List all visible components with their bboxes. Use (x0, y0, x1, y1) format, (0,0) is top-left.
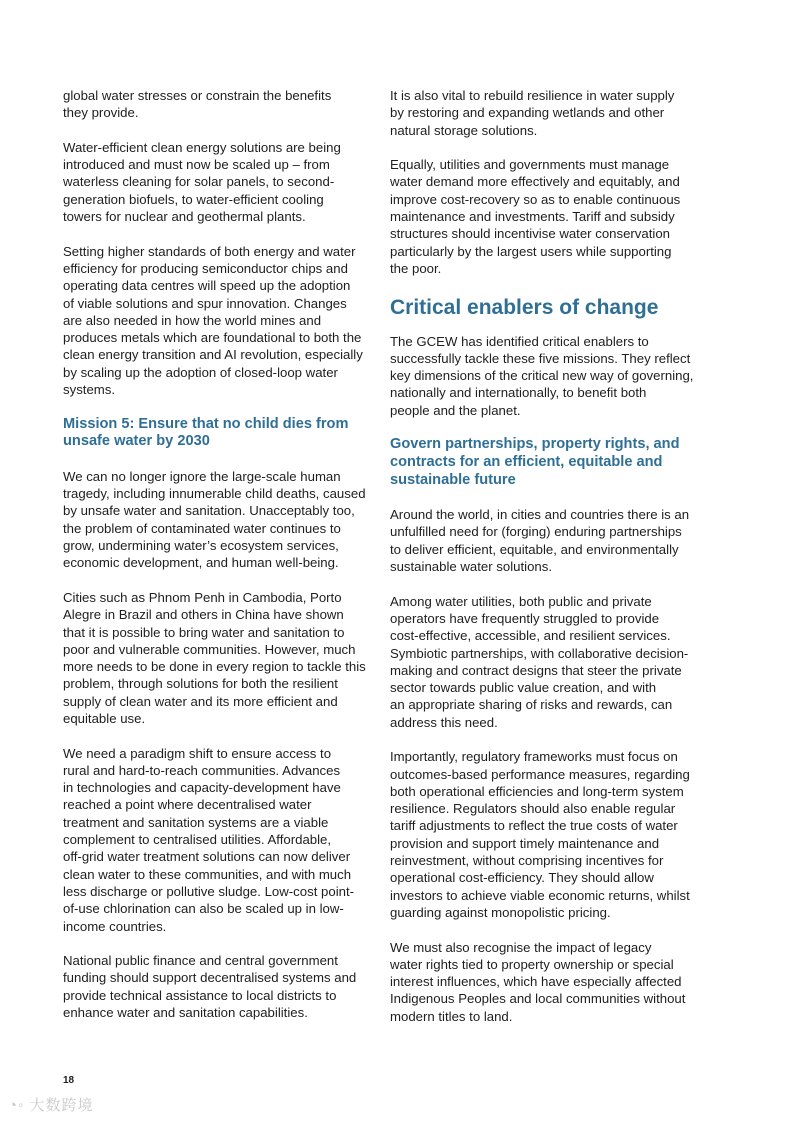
text-line: sector towards public value creation, and with (390, 680, 657, 696)
text-line: grow, undermining water’s ecosystem services, (63, 538, 339, 554)
paragraph (390, 593, 710, 731)
text-line: problem, through solutions for both the resilient (63, 676, 338, 692)
text-line: operating data centres will speed up the adoption (63, 278, 351, 294)
text-line: contracts for an efficient, equitable and (390, 453, 663, 470)
text-line: National public finance and central government (63, 953, 338, 969)
text-line: provision and support timely maintenance and (390, 835, 660, 851)
text-line: they provide. (63, 105, 139, 121)
text-line: Around the world, in cities and countries there is an (390, 507, 690, 523)
paragraph (63, 952, 383, 1021)
text-line: economic development, and human well-being. (63, 555, 339, 571)
text-line: generation biofuels, to water-efficient cooling (63, 191, 324, 207)
paragraph (63, 87, 383, 122)
text-line: poor and vulnerable communities. However, much (63, 641, 356, 657)
paragraph (63, 139, 383, 225)
text-line: particularly by the largest users while supporting (390, 243, 672, 259)
text-line: of-use chlorination can also be scaled up in low- (63, 901, 344, 917)
text-line: sustainable water solutions. (390, 559, 553, 575)
text-line: Setting higher standards of both energy and water (63, 243, 356, 259)
text-line: key dimensions of the critical new way of governing, (390, 368, 694, 384)
right-column (390, 87, 710, 1042)
text-line: provide technical assistance to local districts to (63, 987, 337, 1003)
paragraph (63, 589, 383, 727)
text-line: improve cost-recovery so as to enable continuous (390, 191, 681, 207)
text-line: operators have frequently struggled to provide (390, 610, 660, 626)
paragraph (390, 333, 710, 419)
text-line: guarding against monopolistic pricing. (390, 904, 611, 920)
text-line: tariff adjustments to reflect the true costs of water (390, 818, 678, 834)
left-column (63, 87, 383, 1039)
watermark-text: 大数跨境 (29, 1097, 94, 1114)
text-line: are also needed in how the world mines and (63, 312, 322, 328)
text-line: nationally and internationally, to benefit both (390, 385, 647, 401)
text-line: both operational efficiencies and long-term system (390, 783, 684, 799)
text-line: Water-efficient clean energy solutions are being (63, 139, 341, 155)
subsection-heading (390, 436, 710, 489)
text-line: Alegre in Brazil and others in China have shown (63, 607, 344, 623)
text-line: Among water utilities, both public and private (390, 593, 652, 609)
text-line: clean water to these communities, and with much (63, 866, 352, 882)
text-line: We must also recognise the impact of legacy (390, 939, 652, 955)
text-line: that it is possible to bring water and sanitation to (63, 624, 345, 640)
text-line: We can no longer ignore the large-scale human (63, 468, 341, 484)
text-line: rural and hard-to-reach communities. Advances (63, 762, 341, 778)
text-line: address this need. (390, 714, 498, 730)
section-heading (390, 295, 710, 321)
text-line: the poor. (390, 260, 442, 276)
text-line: reached a point where decentralised water (63, 797, 312, 813)
paragraph (390, 506, 710, 575)
paragraph (390, 939, 710, 1025)
text-line: Indigenous Peoples and local communities without (390, 991, 686, 1007)
text-line: off-grid water treatment solutions can now deliver (63, 849, 351, 865)
page-number: 18 (63, 1075, 75, 1086)
text-line: outcomes-based performance measures, regarding (390, 766, 690, 782)
text-line: the problem of contaminated water continues to (63, 520, 341, 536)
text-line: reinvestment, without comprising incentives for (390, 853, 664, 869)
text-line: Symbiotic partnerships, with collaborative decision- (390, 645, 689, 661)
text-line: to deliver efficient, equitable, and environmentally (390, 541, 679, 557)
text-line: It is also vital to rebuild resilience in water supply (390, 88, 675, 103)
text-line: less discharge or pollutive sludge. Low-cost point- (63, 883, 355, 899)
text-line: unsafe water by 2030 (63, 433, 210, 450)
subsection-heading (63, 416, 383, 451)
text-line: We need a paradigm shift to ensure access to (63, 745, 332, 761)
text-line: towers for nuclear and geothermal plants. (63, 209, 306, 225)
text-line: funding should support decentralised systems and (63, 970, 357, 986)
paragraph (63, 468, 383, 572)
paragraph (63, 745, 383, 935)
text-line: produces metals which are foundational to both the (63, 330, 362, 346)
text-line: Critical enablers of change (390, 295, 659, 319)
text-line: Importantly, regulatory frameworks must focus on (390, 749, 678, 765)
text-line: successfully tackle these five missions. They reflect (390, 350, 691, 366)
text-line: maintenance and investments. Tariff and subsidy (390, 209, 675, 225)
text-line: introduced and must now be scaled up – from (63, 157, 330, 173)
paragraph (390, 156, 710, 277)
text-line: global water stresses or constrain the benefits (63, 88, 332, 103)
text-line: Mission 5: Ensure that no child dies from (63, 415, 349, 432)
text-line: making and contract designs that steer the private (390, 662, 682, 678)
text-line: efficiency for producing semiconductor chips and (63, 260, 348, 276)
text-line: interest influences, which have especially affected (390, 974, 682, 990)
text-line: enhance water and sanitation capabilities. (63, 1005, 308, 1021)
text-line: operational cost-efficiency. They should allow (390, 870, 654, 886)
paragraph (390, 748, 710, 921)
text-line: natural storage solutions. (390, 122, 538, 138)
text-line: water rights tied to property ownership or special (390, 956, 674, 972)
text-line: cost-effective, accessible, and resilient services. (390, 628, 671, 644)
text-line: systems. (63, 382, 116, 398)
text-line: income countries. (63, 918, 167, 934)
text-line: sustainable future (390, 471, 516, 488)
text-line: Cities such as Phnom Penh in Cambodia, Porto (63, 589, 342, 605)
text-line: supply of clean water and its more efficient and (63, 693, 338, 709)
text-line: complement to centralised utilities. Affordable, (63, 832, 332, 848)
text-line: by unsafe water and sanitation. Unacceptably too, (63, 503, 355, 519)
text-line: people and the planet. (390, 402, 521, 418)
text-line: modern titles to land. (390, 1008, 513, 1024)
text-line: Equally, utilities and governments must manage (390, 157, 670, 173)
text-line: water demand more effectively and equitably, and (390, 174, 680, 190)
text-line: investors to achieve viable economic returns, whilst (390, 887, 690, 903)
paragraph (63, 243, 383, 399)
text-line: structures should incentivise water conservation (390, 226, 671, 242)
text-line: tragedy, including innumerable child deaths, caused (63, 486, 366, 502)
text-line: The GCEW has identified critical enablers to (390, 333, 649, 349)
text-line: treatment and sanitation systems are a viable (63, 814, 329, 830)
text-line: clean energy transition and AI revolution, especially (63, 347, 363, 363)
text-line: equitable use. (63, 710, 146, 726)
text-line: unfulfilled need for (forging) enduring partnerships (390, 524, 682, 540)
text-line: by restoring and expanding wetlands and other (390, 105, 665, 121)
text-line: waterless cleaning for solar panels, to second- (63, 174, 335, 190)
watermark-logo: ◔◦ 大数跨境 (8, 1097, 94, 1114)
paragraph (390, 87, 710, 139)
text-line: in technologies and capacity-development have (63, 780, 341, 796)
text-line: of viable solutions and spur innovation. Changes (63, 295, 347, 311)
text-line: by scaling up the adoption of closed-loop water (63, 364, 338, 380)
text-line: more needs to be done in every region to tackle this (63, 659, 366, 675)
text-line: an appropriate sharing of risks and rewards, can (390, 697, 673, 713)
text-line: Govern partnerships, property rights, and (390, 436, 680, 453)
text-line: resilience. Regulators should also enable regular (390, 801, 676, 817)
